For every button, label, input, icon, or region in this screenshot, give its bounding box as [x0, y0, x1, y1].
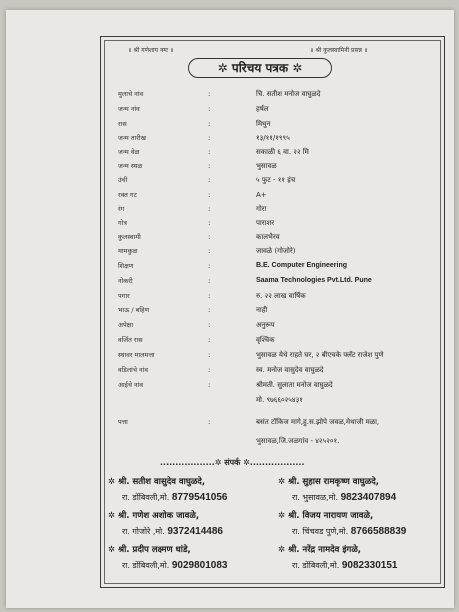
field-label: नोकरी: [118, 277, 133, 285]
field-value: कालभैरव: [256, 233, 280, 241]
field-row: [0, 173, 459, 187]
address-line-2: भुसावळ,जि.जळगांव - ४२५२०१.: [256, 437, 340, 445]
field-value: वृश्चिक: [256, 336, 275, 344]
field-colon: :: [208, 120, 211, 128]
page-title: ✲ परिचय पत्रक ✲: [188, 58, 332, 78]
contact-phone-line: [122, 526, 223, 537]
field-colon: :: [208, 277, 211, 285]
field-label: रास: [118, 120, 127, 128]
field-colon: :: [208, 247, 211, 255]
field-label: कुलस्वामी: [118, 233, 141, 241]
field-row: [0, 363, 459, 377]
field-colon: :: [208, 90, 211, 98]
field-row: [0, 274, 459, 288]
field-value: ५ फुट - ११ इंच: [256, 176, 296, 184]
contact-place: रा. डोंबिवली,मो.: [122, 493, 170, 502]
invocation-right: ॥ श्री कुलस्वामिनी प्रसन्न ॥: [310, 47, 368, 54]
field-colon: :: [208, 219, 211, 227]
contact-phone: 9823407894: [340, 492, 397, 503]
field-label: स्थावर मालमत्ता: [118, 351, 155, 359]
field-value: सकाळी ६ वा. २२ मि: [256, 148, 309, 156]
field-colon: :: [208, 262, 211, 270]
field-colon: :: [208, 191, 211, 199]
field-colon: :: [208, 105, 211, 113]
contact-place: रा. डोंबिवली,मो.: [122, 561, 170, 570]
field-value: B.E. Computer Engineering: [256, 262, 348, 269]
field-value: गोरा: [256, 205, 267, 213]
field-row: [0, 244, 459, 258]
field-row: [0, 378, 459, 392]
contact-phone: 9082330151: [341, 560, 398, 571]
field-row: [0, 131, 459, 145]
field-value: जावळे (गोजोरे): [256, 247, 296, 255]
contact-name: ✲ श्री. सुहास रामकृष्ण वाघुळदे,: [278, 477, 379, 487]
contact-place: रा. चिंचवड पुणे,मो.: [292, 527, 349, 536]
field-colon: :: [208, 381, 211, 389]
field-label: वडिलांचे नांव: [118, 366, 148, 374]
field-colon: :: [208, 205, 211, 213]
field-value: भुसावळ: [256, 162, 277, 170]
field-value: मिथुन: [256, 120, 271, 128]
field-row: [0, 289, 459, 303]
field-label: मुलाचे नांव: [118, 90, 144, 98]
contact-place: रा. भुसावळ,मो.: [292, 493, 339, 502]
field-label: उंची: [118, 176, 128, 184]
field-row: [0, 318, 459, 332]
contact-name: ✲ श्री. नरेंद्र नामदेव इंगळे,: [278, 545, 362, 555]
contact-phone: 8779541056: [171, 492, 228, 503]
field-value: रु. २२ लाख वार्षिक: [256, 292, 306, 300]
field-label: जन्म नांव: [118, 105, 140, 113]
field-value: भुसावळ येथे राहते घर, २ बीएचके फ्लॅट राजेश पुणे: [256, 351, 384, 359]
field-label: वर्जित रास: [118, 336, 143, 344]
field-colon: :: [208, 176, 211, 184]
field-value: १३/११/१९९५: [256, 134, 290, 142]
contact-phone-line: [122, 492, 227, 503]
field-value: स्व. मनोज वासुदेव वाघुळदे: [256, 366, 324, 374]
field-row: [0, 303, 459, 317]
field-row: [0, 333, 459, 347]
field-value: मो. ९७६६०२५४३१: [256, 396, 303, 404]
contact-phone-line: [122, 560, 227, 571]
field-label: अपेक्षा: [118, 321, 134, 329]
contact-name: ✲ श्री. प्रदीप लक्ष्मण धांडे,: [108, 545, 191, 555]
contact-name: ✲ श्री. विजय नारायण जावळे,: [278, 511, 374, 521]
field-row: [0, 102, 459, 116]
contact-phone: 8766588839: [350, 526, 407, 537]
field-colon: :: [208, 134, 211, 142]
field-colon: :: [208, 306, 211, 314]
field-label: गोत्र: [118, 219, 127, 227]
contacts-header: ..................✲ संपर्क ✲..................: [160, 458, 305, 467]
field-row: [0, 145, 459, 159]
field-row: [0, 230, 459, 244]
field-row: [0, 415, 459, 429]
field-colon: :: [208, 418, 211, 426]
field-row: [0, 188, 459, 202]
contact-place: रा. गोजोरे ,मो.: [122, 527, 165, 536]
field-value: अनुरूप: [256, 321, 275, 329]
contact-phone: 9372414486: [167, 526, 223, 537]
field-row: [0, 202, 459, 216]
field-row: [0, 393, 459, 407]
field-value: हर्षल: [256, 105, 269, 113]
field-label: रक्त गट: [118, 191, 137, 199]
field-value: नाही: [256, 306, 268, 314]
field-value: चि. सतीश मनोज वाघुळदे: [256, 90, 321, 98]
field-colon: :: [208, 292, 211, 300]
contact-name: ✲ श्री. गणेश अशोक जावळे,: [108, 511, 200, 521]
field-label: जन्म वेळ: [118, 148, 140, 156]
field-label: शिक्षण: [118, 262, 134, 270]
field-row: [0, 348, 459, 362]
field-row: [0, 159, 459, 173]
contact-phone-line: [292, 526, 406, 537]
contact-phone-line: [292, 560, 397, 571]
field-colon: :: [208, 351, 211, 359]
contact-name: ✲ श्री. सतीश वासुदेव वाघुळदे,: [108, 477, 206, 487]
field-value: पाराशर: [256, 219, 275, 227]
field-label: जन्म तारीख: [118, 134, 146, 142]
field-value: श्रीमती. सुलाता मनोज वाघुळदे: [256, 381, 333, 389]
field-colon: :: [208, 233, 211, 241]
field-value: A+: [256, 191, 267, 199]
field-colon: :: [208, 321, 211, 329]
contact-phone: 9029801083: [171, 560, 228, 571]
field-label: जन्म स्थळ: [118, 162, 143, 170]
field-value: बसंत टॉकिज मागे,हु.स.झोपे जवळ,मेथाजी मळा,: [256, 418, 380, 426]
field-label: भाऊ / बहिण: [118, 306, 150, 314]
field-value: Saama Technologies Pvt.Ltd. Pune: [256, 277, 372, 284]
invocation-left: ॥ श्री गणेशाय नमः ॥: [128, 47, 174, 54]
field-row: [0, 216, 459, 230]
field-label: रंग: [118, 205, 125, 213]
field-label: मामकुळ: [118, 247, 138, 255]
field-row: [0, 259, 459, 273]
field-row: [0, 117, 459, 131]
field-label: आईचे नांव: [118, 381, 143, 389]
field-colon: :: [208, 336, 211, 344]
contact-phone-line: [292, 492, 396, 503]
field-row: [0, 87, 459, 101]
field-colon: :: [208, 162, 211, 170]
field-label: पगार: [118, 292, 130, 300]
field-colon: :: [208, 366, 211, 374]
contact-place: रा. डोंबिवली,मो.: [292, 561, 340, 570]
field-colon: :: [208, 148, 211, 156]
field-label: पत्ता: [118, 418, 128, 426]
